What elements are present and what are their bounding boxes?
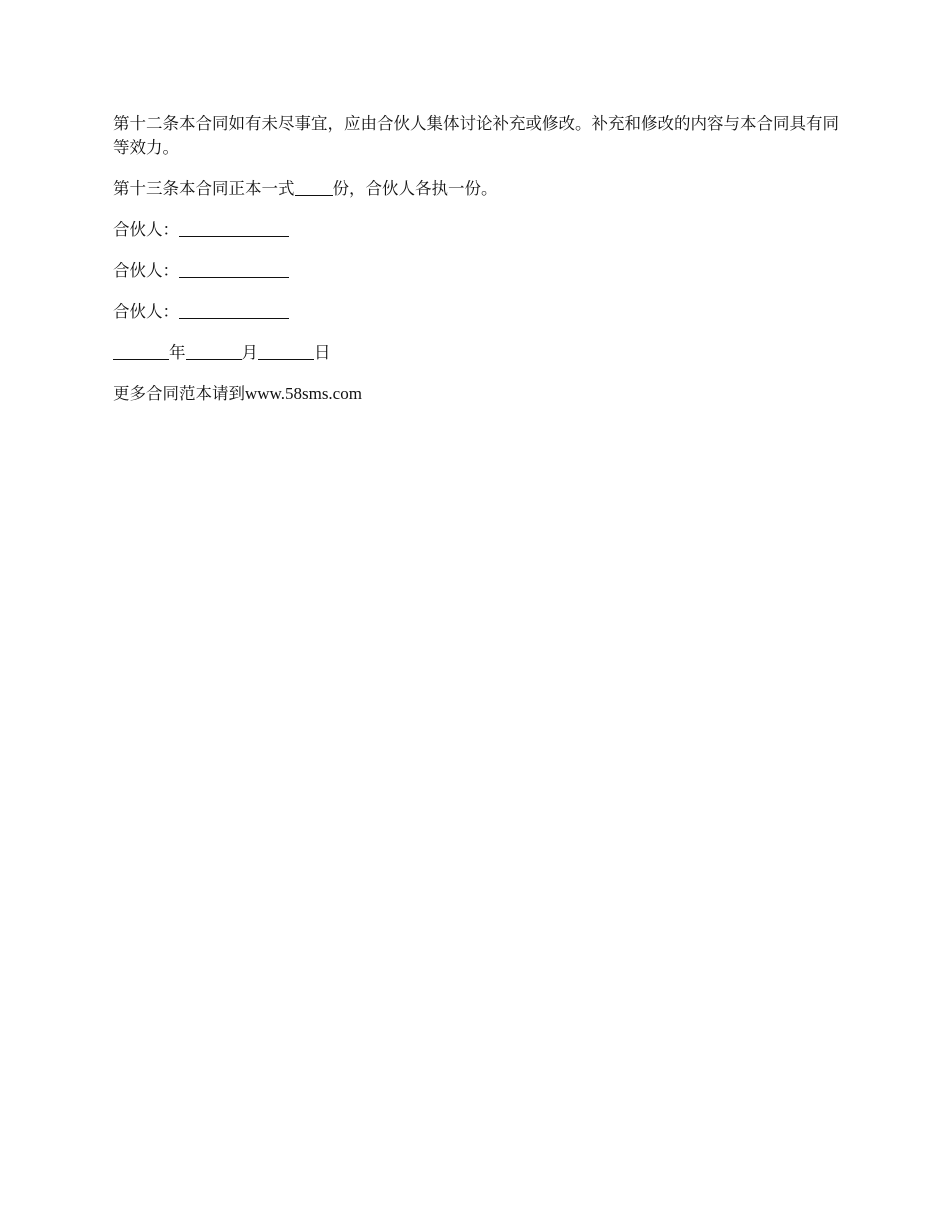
signature-blank: [179, 317, 289, 319]
partner-label: 合伙人：: [113, 261, 179, 280]
article-13-paragraph: [113, 177, 843, 201]
document-page: [113, 112, 843, 423]
partner-label: 合伙人：: [113, 302, 179, 321]
partner-signature-line: [113, 218, 843, 242]
day-blank: [258, 358, 314, 360]
partner-label: 合伙人：: [113, 220, 179, 239]
footer-line: [113, 382, 843, 406]
year-label: 年: [169, 343, 186, 362]
article-13-suffix: 份，合伙人各执一份。: [332, 179, 498, 198]
copies-blank: [295, 194, 333, 196]
signature-blank: [179, 235, 289, 237]
article-13-prefix: 第十三条本合同正本一式: [113, 179, 295, 198]
article-12-paragraph: 第十二条本合同如有未尽事宜，应由合伙人集体讨论补充或修改。补充和修改的内容与本合同具有同等效力。: [113, 114, 839, 157]
day-label: 日: [314, 343, 331, 362]
date-line: [113, 341, 843, 365]
partner-signature-line: [113, 300, 843, 324]
footer-url-link[interactable]: www.58sms.com: [245, 384, 362, 403]
month-label: 月: [241, 343, 258, 362]
footer-text: 更多合同范本请到: [113, 384, 245, 403]
month-blank: [186, 358, 242, 360]
signature-blank: [179, 276, 289, 278]
partner-signature-line: [113, 259, 843, 283]
year-blank: [113, 358, 169, 360]
